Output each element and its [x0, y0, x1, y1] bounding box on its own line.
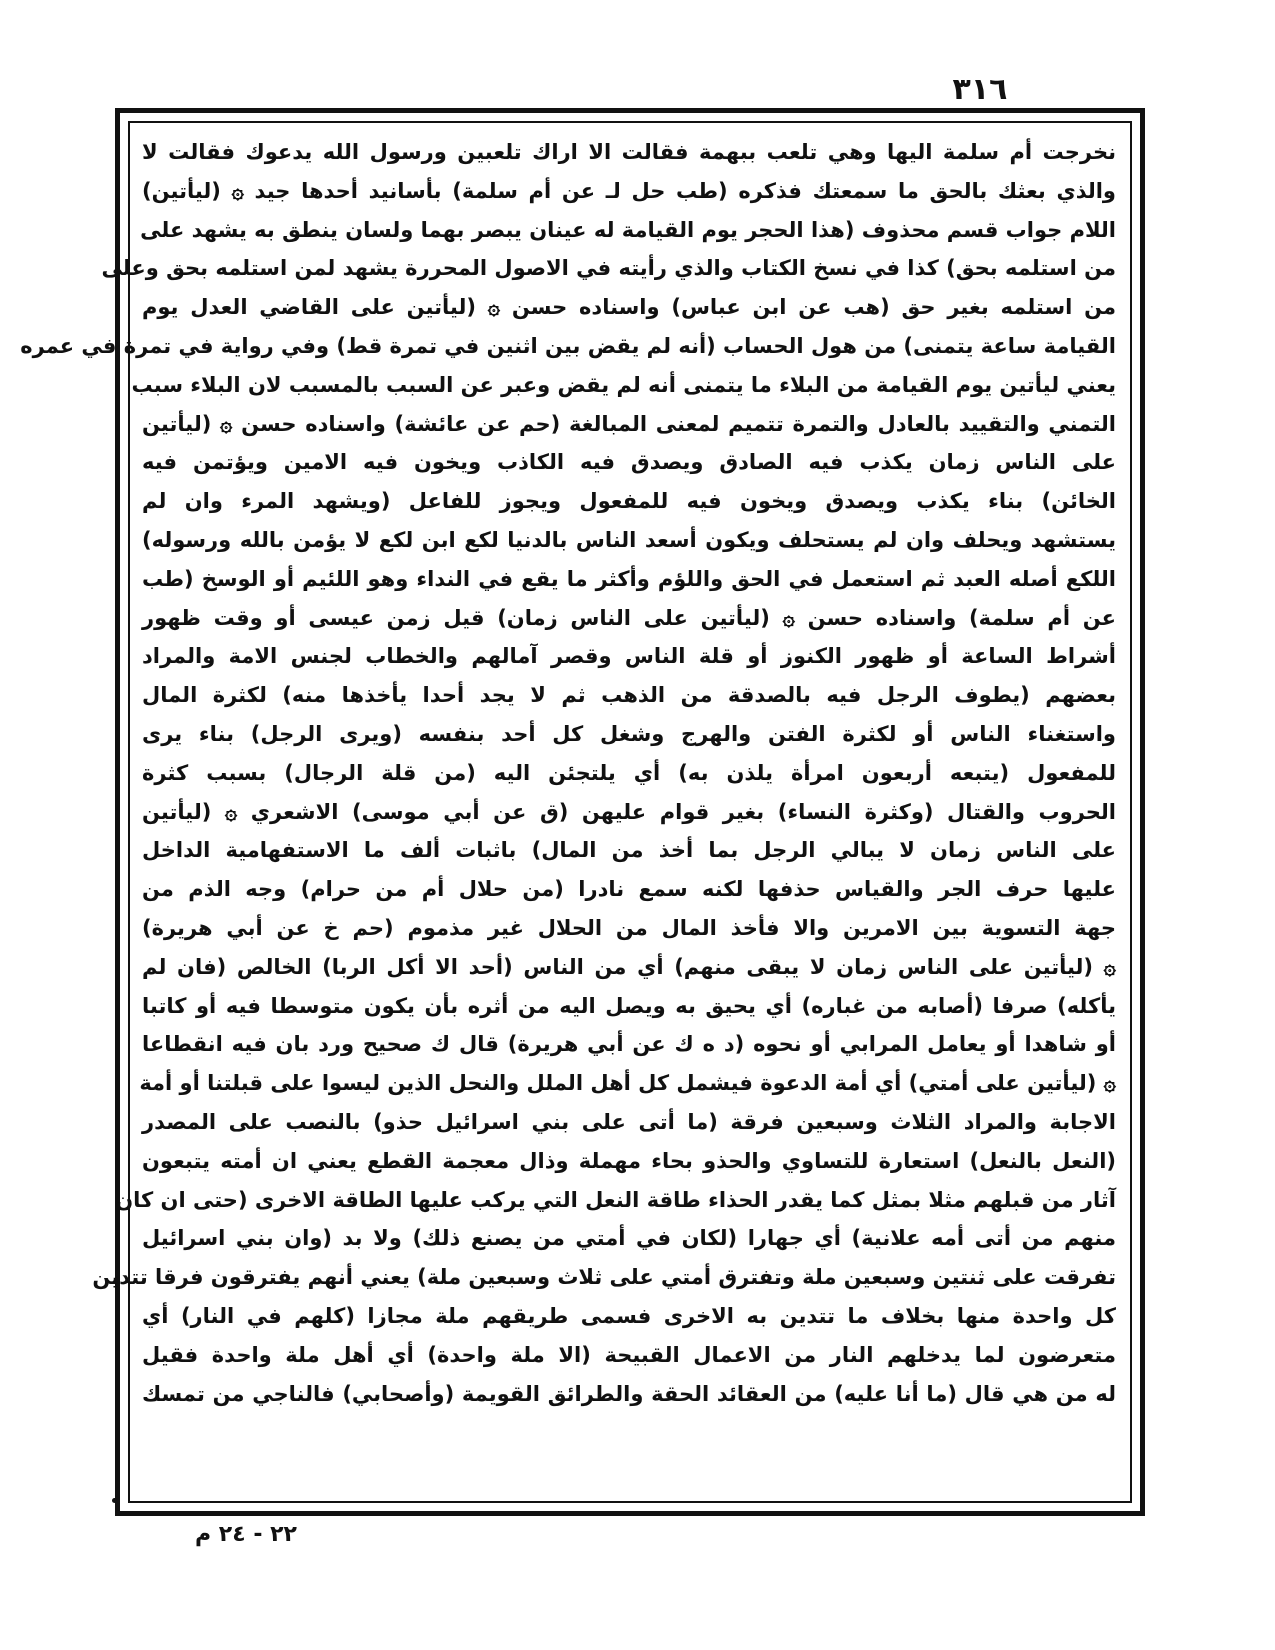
text-line: واستغناء الناس أو لكثرة الفتن والهرج وشغل كل أحد بنفسه (ويرى الرجل) بناء يرى [142, 721, 1116, 746]
text-line: القيامة ساعة يتمنى) من هول الحساب (أنه لم يقض بين اثنين في تمرة قط) وفي رواية في تمرة في عمره [20, 333, 1116, 358]
text-line: متعرضون لما يدخلهم النار من الاعمال القبيحة (الا ملة واحدة) أي أهل ملة واحدة فقيل [142, 1342, 1116, 1367]
text-line: له من هي قال (ما أنا عليه) من العقائد الحقة والطرائق القويمة (وأصحابي) فالناجي من تمسك [142, 1381, 1116, 1406]
text-line: على الناس زمان يكذب فيه الصادق ويصدق فيه الكاذب ويخون فيه الامين ويؤتمن فيه [142, 450, 1116, 475]
text-line: نخرجت أم سلمة اليها وهي تلعب ببهمة فقالت الا اراك تلعبين ورسول الله يدعوك فقالت لا [142, 140, 1116, 164]
text-line: يستشهد ويحلف وان لم يستحلف ويكون أسعد الناس بالدنيا لكع ابن لكع لا يؤمن بالله ورسوله) [142, 527, 1116, 552]
text-line: عن أم سلمة) واسناده حسن ۞ (ليأتين على الناس زمان) قيل زمن عيسى أو وقت ظهور [142, 605, 1116, 630]
text-line: تفرقت على ثنتين وسبعين ملة وتفترق أمتي على ثلاث وسبعين ملة) يعني أنهم يفترقون فرقا تتدين [92, 1265, 1116, 1290]
text-line: ۞ (ليأتين على أمتي) أي أمة الدعوة فيشمل كل أهل الملل والنحل الذين ليسوا على قبلتنا أو أمة [139, 1071, 1116, 1096]
text-line: من استلمه بغير حق (هب عن ابن عباس) واسناده حسن ۞ (ليأتين على القاضي العدل يوم [142, 295, 1116, 320]
text-frame [20, 108, 1145, 1516]
text-line: الحروب والقتال (وكثرة النساء) بغير قوام عليهن (ق عن أبي موسى) الاشعري ۞ (ليأتين [142, 799, 1116, 824]
text-line: أشراط الساعة أو ظهور الكنوز أو قلة الناس وقصر آمالهم والخطاب لجنس الامة والمراد [142, 644, 1116, 669]
text-line: اللام جواب قسم محذوف (هذا الحجر يوم القيامة له عينان يبصر بهما ولسان ينطق به يشهد على [140, 217, 1116, 242]
footer-mark: ٢٢ - ٢٤ م [195, 1522, 297, 1547]
text-line: يعني ليأتين يوم القيامة من البلاء ما يتمنى أنه لم يقض وعبر عن السبب بالمسبب لان البلاء سبب [131, 372, 1116, 397]
text-line: للمفعول (يتبعه أربعون امرأة يلذن به) أي يلتجئن اليه (من قلة الرجال) بسبب كثرة [142, 760, 1116, 785]
text-line: اللكع أصله العبد ثم استعمل في الحق واللؤم وأكثر ما يقع في النداء وهو اللئيم أو الوسخ (طب [142, 566, 1116, 591]
text-line: يأكله) صرفا (أصابه من غباره) أي يحيق به ويصل اليه من أثره بأن يكون متوسطا فيه أو كاتبا [142, 993, 1116, 1018]
text-line: (النعل بالنعل) استعارة للتساوي والحذو بحاء مهملة وذال معجمة القطع يعني ان أمته يتبعون [142, 1148, 1116, 1173]
text-line: جهة التسوية بين الامرين والا فأخذ المال من الحلال غير مذموم (حم خ عن أبي هريرة) [142, 915, 1116, 940]
text-line: ۞ (ليأتين على الناس زمان لا يبقى منهم) أي من الناس (أحد الا أكل الربا) الخالص (فان لم [142, 954, 1116, 979]
text-line: والذي بعثك بالحق ما سمعتك فذكره (طب حل لـ عن أم سلمة) بأسانيد أحدها جيد ۞ (ليأتين) [142, 178, 1116, 203]
text-line: آثار من قبلهم مثلا بمثل كما يقدر الحذاء طاقة النعل التي يركب عليها الطاقة الاخرى (حتى ان كان [115, 1187, 1116, 1212]
page-number: ٣١٦ [952, 72, 1008, 107]
text-line: من استلمه بحق) كذا في نسخ الكتاب والذي رأيته في الاصول المحررة يشهد لمن استلمه بحق وعلى [101, 256, 1116, 281]
text-line: عليها حرف الجر والقياس حذفها لكنه سمع نادرا (من حلال أم من حرام) وجه الذم من [142, 877, 1116, 902]
body-text [20, 133, 1116, 1491]
text-line: منهم من أتى أمه علانية) أي جهارا (لكان في أمتي من يصنع ذلك) ولا بد (وان بني اسرائيل [142, 1226, 1116, 1251]
text-frame-inner [20, 121, 1132, 1503]
text-line: الاجابة والمراد الثلاث وسبعين فرقة (ما أتى على بني اسرائيل حذو) بالنصب على المصدر [142, 1109, 1116, 1134]
text-line: الخائن) بناء يكذب ويصدق ويخون فيه للمفعول ويجوز للفاعل (ويشهد المرء وان لم [142, 489, 1116, 514]
text-line: كل واحدة منها بخلاف ما تتدين به الاخرى فسمى طريقهم ملة مجازا (كلهم في النار) أي [142, 1303, 1116, 1328]
text-line: التمني والتقييد بالعادل والتمرة تتميم لمعنى المبالغة (حم عن عائشة) واسناده حسن ۞ (ليأتين [142, 411, 1116, 436]
text-line: أو شاهدا أو يعامل المرابي أو نحوه (د ه ك عن أبي هريرة) قال ك صحيح ورد بان فيه انقطاعا [142, 1032, 1116, 1057]
text-line: بعضهم (يطوف الرجل فيه بالصدقة من الذهب ثم لا يجد أحدا يأخذها منه) لكثرة المال [142, 683, 1116, 708]
text-line: على الناس زمان لا يبالي الرجل بما أخذ من المال) باثبات ألف ما الاستفهامية الداخل [142, 838, 1116, 863]
ink-dot [112, 1498, 117, 1503]
